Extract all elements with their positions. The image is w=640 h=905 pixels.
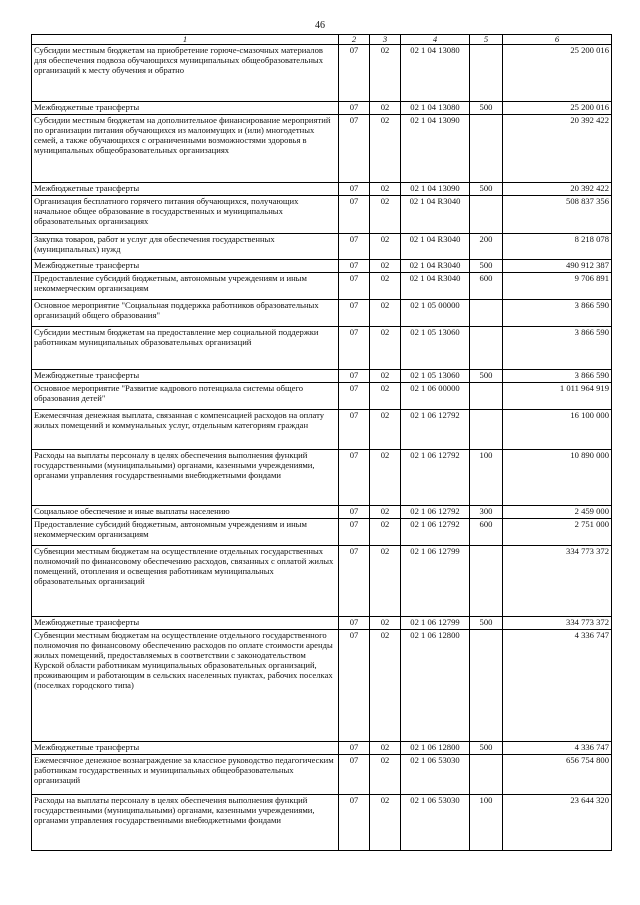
- amount-cell: 16 100 000: [503, 410, 612, 450]
- target-article-cell: 02 1 06 12800: [401, 742, 470, 755]
- table-row: [32, 45, 612, 102]
- subsection-code-cell: 02: [370, 45, 401, 102]
- row-name-cell: Организация бесплатного горячего питания обучающихся, получающих начальное общее образование в государственных и муниципальных образовательных организациях: [32, 196, 339, 234]
- subsection-code-cell: 02: [370, 102, 401, 115]
- expense-type-cell: [470, 196, 503, 234]
- subsection-code-cell: 02: [370, 450, 401, 506]
- table-row: [32, 410, 612, 450]
- row-name-cell: Субвенции местным бюджетам на осуществление отдельных государственных полномочий по финансовому обеспечению расходов, связанных с оплатой жилых помещений, отопления и освещения работникам муниципальных образовательных организаций: [32, 546, 339, 617]
- amount-cell: 3 866 590: [503, 327, 612, 370]
- row-name-cell: Расходы на выплаты персоналу в целях обеспечения выполнения функций государственными (муниципальными) органами, казенными учреждениями, органами управления государственными внебюджетными фондами: [32, 450, 339, 506]
- amount-cell: 1 011 964 919: [503, 383, 612, 410]
- table-row: [32, 234, 612, 260]
- section-code-cell: 07: [339, 519, 370, 546]
- table-row: [32, 617, 612, 630]
- target-article-cell: 02 1 06 53030: [401, 795, 470, 851]
- expense-type-cell: 300: [470, 506, 503, 519]
- expense-type-cell: [470, 755, 503, 795]
- section-code-cell: 07: [339, 370, 370, 383]
- amount-cell: 20 392 422: [503, 115, 612, 183]
- expense-type-cell: 500: [470, 260, 503, 273]
- table-row: [32, 795, 612, 851]
- row-name-cell: Социальное обеспечение и иные выплаты населению: [32, 506, 339, 519]
- target-article-cell: 02 1 06 12792: [401, 519, 470, 546]
- target-article-cell: 02 1 04 13090: [401, 115, 470, 183]
- section-code-cell: 07: [339, 630, 370, 742]
- expense-type-cell: 100: [470, 795, 503, 851]
- row-name-cell: Межбюджетные трансферты: [32, 260, 339, 273]
- budget-table: [31, 34, 612, 851]
- row-name-cell: Субсидии местным бюджетам на предоставление мер социальной поддержки работникам муниципальных образовательных организаций: [32, 327, 339, 370]
- section-code-cell: 07: [339, 234, 370, 260]
- row-name-cell: Субсидии местным бюджетам на дополнительное финансирование мероприятий по организации питания обучающихся из малоимущих и (или) многодетных семей, а также обучающихся с ограниченными возможностями здоровья в муниципальных общеобразовательных организациях: [32, 115, 339, 183]
- subsection-code-cell: 02: [370, 370, 401, 383]
- expense-type-cell: [470, 327, 503, 370]
- row-name-cell: Основное мероприятие "Социальная поддержка работников образовательных организаций общего образования": [32, 300, 339, 327]
- amount-cell: 4 336 747: [503, 630, 612, 742]
- section-code-cell: 07: [339, 450, 370, 506]
- table-row: [32, 370, 612, 383]
- target-article-cell: 02 1 06 12799: [401, 617, 470, 630]
- target-article-cell: 02 1 05 00000: [401, 300, 470, 327]
- expense-type-cell: 500: [470, 742, 503, 755]
- column-number-row: [32, 35, 612, 45]
- amount-cell: 508 837 356: [503, 196, 612, 234]
- section-code-cell: 07: [339, 742, 370, 755]
- section-code-cell: 07: [339, 410, 370, 450]
- expense-type-cell: 500: [470, 370, 503, 383]
- table-row: [32, 260, 612, 273]
- amount-cell: 2 751 000: [503, 519, 612, 546]
- target-article-cell: 02 1 06 12792: [401, 506, 470, 519]
- target-article-cell: 02 1 04 13080: [401, 102, 470, 115]
- table-row: [32, 519, 612, 546]
- table-row: [32, 273, 612, 300]
- expense-type-cell: [470, 546, 503, 617]
- target-article-cell: 02 1 06 53030: [401, 755, 470, 795]
- expense-type-cell: 600: [470, 273, 503, 300]
- expense-type-cell: 500: [470, 617, 503, 630]
- row-name-cell: Субвенции местным бюджетам на осуществление отдельного государственного полномочия по финансовому обеспечению расходов по оплате стоимости аренды жилых помещений, предоставляемых в соответствии с законодательством Курской области работникам муниципальных образовательных организаций, проживающим и работающим в сельских населенных пунктах, рабочих поселках (поселках городского типа): [32, 630, 339, 742]
- section-code-cell: 07: [339, 617, 370, 630]
- expense-type-cell: 200: [470, 234, 503, 260]
- target-article-cell: 02 1 04 13080: [401, 45, 470, 102]
- section-code-cell: 07: [339, 506, 370, 519]
- target-article-cell: 02 1 04 R3040: [401, 196, 470, 234]
- page-number: 46: [315, 20, 325, 31]
- row-name-cell: Субсидии местным бюджетам на приобретение горюче-смазочных материалов для обеспечения подвоза обучающихся муниципальных общеобразовательных организаций к месту обучения и обратно: [32, 45, 339, 102]
- section-code-cell: 07: [339, 300, 370, 327]
- subsection-code-cell: 02: [370, 546, 401, 617]
- amount-cell: 490 912 387: [503, 260, 612, 273]
- expense-type-cell: [470, 300, 503, 327]
- expense-type-cell: [470, 45, 503, 102]
- table-row: [32, 300, 612, 327]
- section-code-cell: 07: [339, 45, 370, 102]
- section-code-cell: 07: [339, 755, 370, 795]
- subsection-code-cell: 02: [370, 115, 401, 183]
- table-row: [32, 102, 612, 115]
- expense-type-cell: 500: [470, 183, 503, 196]
- expense-type-cell: [470, 115, 503, 183]
- amount-cell: 3 866 590: [503, 370, 612, 383]
- row-name-cell: Ежемесячное денежное вознаграждение за классное руководство педагогическим работникам государственных и муниципальных общеобразовательных организаций: [32, 755, 339, 795]
- subsection-code-cell: 02: [370, 300, 401, 327]
- section-code-cell: 07: [339, 383, 370, 410]
- subsection-code-cell: 02: [370, 506, 401, 519]
- amount-cell: 2 459 000: [503, 506, 612, 519]
- subsection-code-cell: 02: [370, 196, 401, 234]
- target-article-cell: 02 1 06 12792: [401, 450, 470, 506]
- subsection-code-cell: 02: [370, 519, 401, 546]
- row-name-cell: Межбюджетные трансферты: [32, 183, 339, 196]
- section-code-cell: 07: [339, 795, 370, 851]
- subsection-code-cell: 02: [370, 617, 401, 630]
- row-name-cell: Ежемесячная денежная выплата, связанная с компенсацией расходов на оплату жилых помещений и коммунальных услуг, отдельным категориям граждан: [32, 410, 339, 450]
- row-name-cell: Основное мероприятие "Развитие кадрового потенциала системы общего образования детей": [32, 383, 339, 410]
- table-row: [32, 183, 612, 196]
- section-code-cell: 07: [339, 546, 370, 617]
- subsection-code-cell: 02: [370, 742, 401, 755]
- expense-type-cell: [470, 410, 503, 450]
- row-name-cell: Межбюджетные трансферты: [32, 102, 339, 115]
- table-row: [32, 506, 612, 519]
- column-number: 1: [32, 35, 339, 45]
- row-name-cell: Межбюджетные трансферты: [32, 370, 339, 383]
- expense-type-cell: [470, 630, 503, 742]
- amount-cell: 20 392 422: [503, 183, 612, 196]
- row-name-cell: Расходы на выплаты персоналу в целях обеспечения выполнения функций государственными (муниципальными) органами, казенными учреждениями, органами управления государственными внебюджетными фондами: [32, 795, 339, 851]
- table-row: [32, 450, 612, 506]
- amount-cell: 4 336 747: [503, 742, 612, 755]
- section-code-cell: 07: [339, 327, 370, 370]
- expense-type-cell: 100: [470, 450, 503, 506]
- subsection-code-cell: 02: [370, 383, 401, 410]
- target-article-cell: 02 1 05 13060: [401, 370, 470, 383]
- row-name-cell: Закупка товаров, работ и услуг для обеспечения государственных (муниципальных) нужд: [32, 234, 339, 260]
- target-article-cell: 02 1 05 13060: [401, 327, 470, 370]
- amount-cell: 334 773 372: [503, 617, 612, 630]
- target-article-cell: 02 1 06 00000: [401, 383, 470, 410]
- table-row: [32, 383, 612, 410]
- subsection-code-cell: 02: [370, 795, 401, 851]
- amount-cell: 8 218 078: [503, 234, 612, 260]
- section-code-cell: 07: [339, 102, 370, 115]
- column-number: 5: [470, 35, 503, 45]
- amount-cell: 9 706 891: [503, 273, 612, 300]
- target-article-cell: 02 1 04 R3040: [401, 260, 470, 273]
- table-row: [32, 630, 612, 742]
- subsection-code-cell: 02: [370, 327, 401, 370]
- amount-cell: 25 200 016: [503, 102, 612, 115]
- row-name-cell: Межбюджетные трансферты: [32, 742, 339, 755]
- subsection-code-cell: 02: [370, 273, 401, 300]
- table-row: [32, 742, 612, 755]
- target-article-cell: 02 1 04 R3040: [401, 234, 470, 260]
- table-row: [32, 327, 612, 370]
- amount-cell: 25 200 016: [503, 45, 612, 102]
- section-code-cell: 07: [339, 196, 370, 234]
- table-row: [32, 115, 612, 183]
- expense-type-cell: 500: [470, 102, 503, 115]
- target-article-cell: 02 1 04 13090: [401, 183, 470, 196]
- section-code-cell: 07: [339, 260, 370, 273]
- subsection-code-cell: 02: [370, 630, 401, 742]
- subsection-code-cell: 02: [370, 755, 401, 795]
- subsection-code-cell: 02: [370, 410, 401, 450]
- amount-cell: 23 644 320: [503, 795, 612, 851]
- table-row: [32, 546, 612, 617]
- expense-type-cell: 600: [470, 519, 503, 546]
- subsection-code-cell: 02: [370, 260, 401, 273]
- table-row: [32, 755, 612, 795]
- subsection-code-cell: 02: [370, 234, 401, 260]
- target-article-cell: 02 1 06 12799: [401, 546, 470, 617]
- row-name-cell: Предоставление субсидий бюджетным, автономным учреждениям и иным некоммерческим организациям: [32, 273, 339, 300]
- column-number: 6: [503, 35, 612, 45]
- row-name-cell: Межбюджетные трансферты: [32, 617, 339, 630]
- section-code-cell: 07: [339, 115, 370, 183]
- target-article-cell: 02 1 04 R3040: [401, 273, 470, 300]
- column-number: 3: [370, 35, 401, 45]
- target-article-cell: 02 1 06 12792: [401, 410, 470, 450]
- amount-cell: 334 773 372: [503, 546, 612, 617]
- expense-type-cell: [470, 383, 503, 410]
- target-article-cell: 02 1 06 12800: [401, 630, 470, 742]
- column-number: 4: [401, 35, 470, 45]
- amount-cell: 656 754 800: [503, 755, 612, 795]
- amount-cell: 10 890 000: [503, 450, 612, 506]
- section-code-cell: 07: [339, 183, 370, 196]
- amount-cell: 3 866 590: [503, 300, 612, 327]
- section-code-cell: 07: [339, 273, 370, 300]
- subsection-code-cell: 02: [370, 183, 401, 196]
- row-name-cell: Предоставление субсидий бюджетным, автономным учреждениям и иным некоммерческим организациям: [32, 519, 339, 546]
- table-row: [32, 196, 612, 234]
- column-number: 2: [339, 35, 370, 45]
